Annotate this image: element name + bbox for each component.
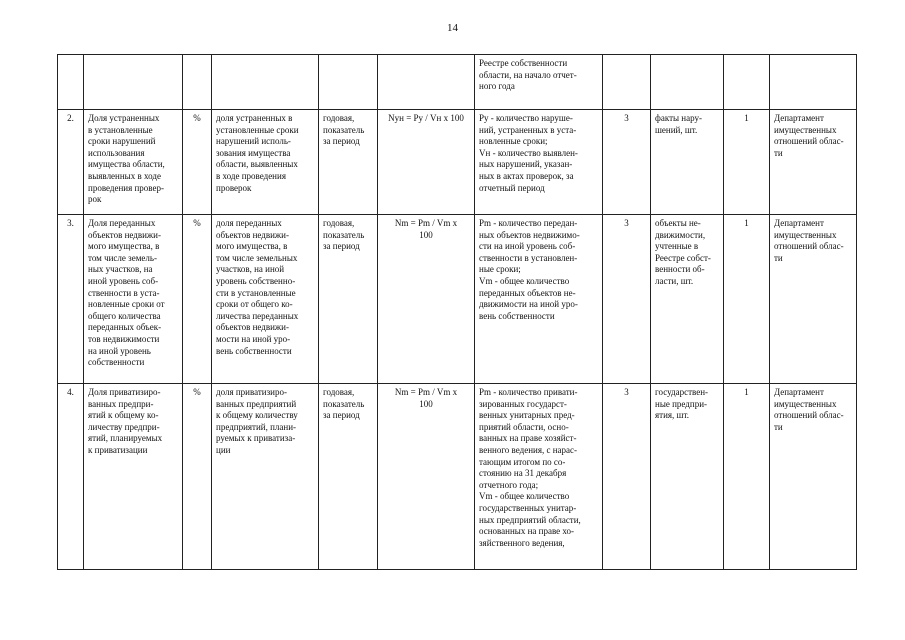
source-code-cell: 1 bbox=[724, 215, 770, 384]
basic-indicators-cell: Pу - количество наруше- ний, устраненных в уста- новленные сроки; Vн - количество выявлен- ных нарушений, указан- ных в актах проверок, за отчетный период bbox=[475, 110, 603, 215]
source-code-cell: 1 bbox=[724, 110, 770, 215]
row-number-cell: 3. bbox=[58, 215, 84, 384]
formula-cell: Nm = Pm / Vm x 100 bbox=[378, 384, 475, 570]
basic-indicators-cell: Pm - количество передан- ных объектов недвижимо- сти на иной уровень соб- ственности в установлен- ные сроки; Vm - общее количество переданных объектов не- движимости на иной уро- вень собственности bbox=[475, 215, 603, 384]
page-number: 14 bbox=[447, 22, 458, 34]
definition-cell: доля переданных объектов недвижи- мого имущества, в том числе земельных участков, на иной уровень собственно- сти в установленные сроки от общего ко- личества переданных объектов недвижи- мости на иной уро- вень собственности bbox=[212, 215, 319, 384]
collection-method-cell: 3 bbox=[603, 110, 651, 215]
definition-cell bbox=[212, 55, 319, 110]
unit-cell: % bbox=[183, 215, 212, 384]
unit-cell bbox=[183, 55, 212, 110]
object-cell bbox=[651, 55, 724, 110]
unit-cell: % bbox=[183, 384, 212, 570]
definition-cell: доля устраненных в установленные сроки нарушений исполь- зования имущества области, выявленных в ходе проведения проверок bbox=[212, 110, 319, 215]
periodicity-cell bbox=[319, 55, 378, 110]
formula-cell: Nm = Pm / Vm x 100 bbox=[378, 215, 475, 384]
formula-cell: Nун = Pу / Vн x 100 bbox=[378, 110, 475, 215]
collection-method-cell: 3 bbox=[603, 384, 651, 570]
row-number-cell: 2. bbox=[58, 110, 84, 215]
table-row bbox=[58, 110, 857, 215]
row-number-cell: 4. bbox=[58, 384, 84, 570]
responsible-cell: Департамент имущественных отношений облас- ти bbox=[770, 110, 857, 215]
indicator-name-cell: Доля приватизиро- ванных предпри- ятий к общему ко- личеству предпри- ятий, планируемых к приватизации bbox=[84, 384, 183, 570]
responsible-cell: Департамент имущественных отношений облас- ти bbox=[770, 384, 857, 570]
table-row bbox=[58, 384, 857, 570]
object-cell: государствен- ные предпри- ятия, шт. bbox=[651, 384, 724, 570]
source-code-cell bbox=[724, 55, 770, 110]
responsible-cell bbox=[770, 55, 857, 110]
basic-indicators-cell: Pm - количество привати- зированных государст- венных унитарных пред- приятий области, осно- ванных на праве хозяйст- венного ведения, с нарас- тающим итогом по со- стоянию на 31 декабря отчетного года; Vm - общее количество государственных унитар- ных предприятий области, основанных на праве хо- зяйственного ведения, bbox=[475, 384, 603, 570]
unit-cell: % bbox=[183, 110, 212, 215]
definition-cell: доля приватизиро- ванных предприятий к общему количеству предприятий, плани- руемых к приватиза- ции bbox=[212, 384, 319, 570]
periodicity-cell: годовая, показатель за период bbox=[319, 110, 378, 215]
source-code-cell: 1 bbox=[724, 384, 770, 570]
indicator-name-cell: Доля переданных объектов недвижи- мого имущества, в том числе земель- ных участков, на иной уровень соб- ственности в уста- новленные сроки от общего количества переданных объек- тов недвижимости на иной уровень собственности bbox=[84, 215, 183, 384]
formula-cell bbox=[378, 55, 475, 110]
collection-method-cell: 3 bbox=[603, 215, 651, 384]
table-row bbox=[58, 215, 857, 384]
indicator-name-cell: Доля устраненных в установленные сроки нарушений использования имущества области, выявленных в ходе проведения провер- рок bbox=[84, 110, 183, 215]
object-cell: объекты не- движимости, учтенные в Реестре собст- венности об- ласти, шт. bbox=[651, 215, 724, 384]
object-cell: факты нару- шений, шт. bbox=[651, 110, 724, 215]
row-number-cell bbox=[58, 55, 84, 110]
indicator-name-cell bbox=[84, 55, 183, 110]
responsible-cell: Департамент имущественных отношений облас- ти bbox=[770, 215, 857, 384]
indicators-table bbox=[57, 54, 857, 570]
periodicity-cell: годовая, показатель за период bbox=[319, 215, 378, 384]
collection-method-cell bbox=[603, 55, 651, 110]
periodicity-cell: годовая, показатель за период bbox=[319, 384, 378, 570]
basic-indicators-cell: Реестре собственности области, на начало отчет- ного года bbox=[475, 55, 603, 110]
table-row bbox=[58, 55, 857, 110]
